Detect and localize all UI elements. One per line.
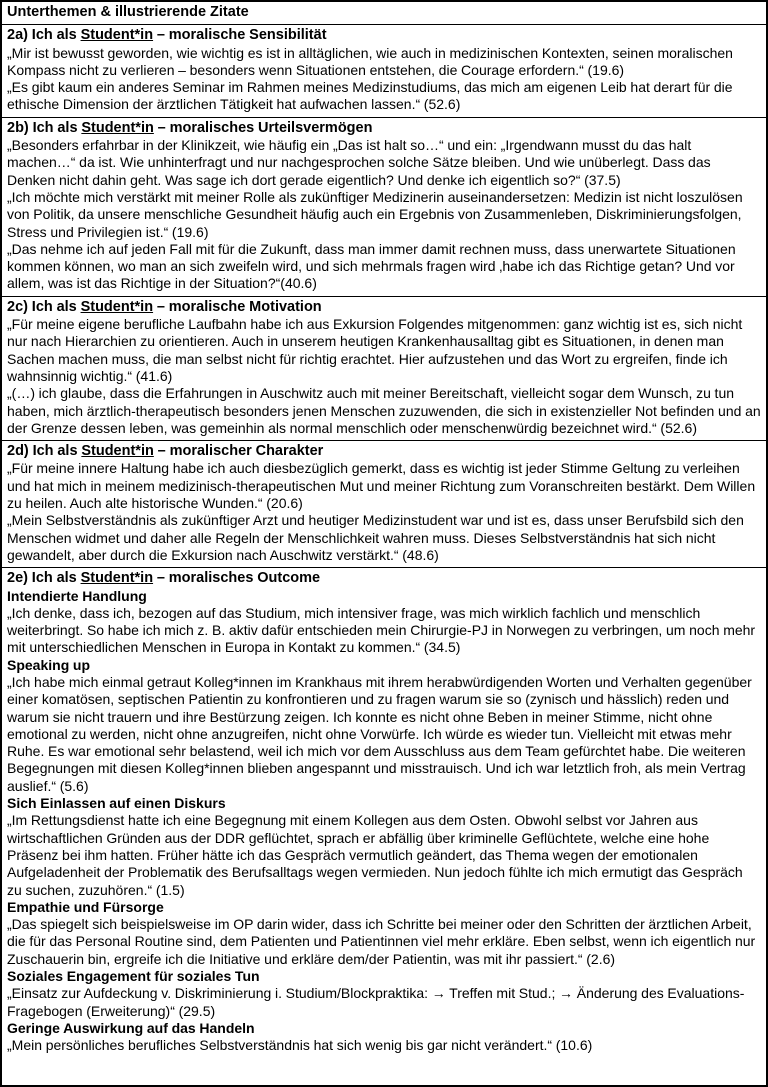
quote-text: „Das nehme ich auf jeden Fall mit für die Zukunft, dass man immer damit rechnen muss, dass unerwartete Situationen kommen können, wo man an sich zweifeln wird, und sich mehrmals fragen wird ‚habe ich das Richtige getan? Und vor allem, was ist das Richtige in der Situation?“(40.6) [7,240,736,292]
section-title-underlined-term: Student*in [80,298,154,315]
section-row-2b [2,117,766,296]
section-title-prefix: 2e) Ich als [7,570,81,587]
section-row-2c [2,296,766,440]
quote-text: „Es gibt kaum ein anderes Seminar im Rahmen meines Medizinstudiums, das mich am eigenen Leib hat derart für die ethische Dimension der ärztlichen Tätigkeit hat aufwachen lassen.“ (52.6) [7,79,733,113]
section-title-suffix: – moralische Sensibilität [153,27,327,44]
section-title-underlined-term: Student*in [81,119,154,136]
section-title-2e [7,570,761,587]
outcome-subheading: Sich Einlassen auf einen Diskurs [7,795,226,812]
section-title-underlined-term: Student*in [80,27,154,44]
quote-text: „Mein persönliches berufliches Selbstverständnis hat sich wenig bis gar nicht verändert.“ (10.6) [7,1037,593,1054]
quote-text: „Ich denke, dass ich, bezogen auf das Studium, mich intensiver frage, was mich wirklich fachlich und menschlich weiterbringt. So habe ich mich z. B. aktiv dafür entschieden mein Chirurgie-PJ in Norwegen zu verbringen, um noch mehr mit unterschiedlichen Menschen in Europa in Kontakt zu kommen.“ (34.5) [7,604,756,656]
section-title-2b [7,120,761,137]
quote-text: „Ich habe mich einmal getraut Kolleg*innen im Krankhaus mit ihrem herabwürdigenden Worten und Verhalten gegenüber einer komatösen, septischen Patientin zu konfrontieren und zu fragen warum sie so (zynisch und hässlich) reden und warum sie nicht trauern und ihre Bestürzung zeigen. Ich konnte es nicht ohne Beben in meiner Stimme, nicht ohne emotional zu werden, nicht ohne anzugreifen, nicht ohne Vorwürfe. Ich würde es wieder tun. Vielleicht mit etwas mehr Ruhe. Es war emotional sehr belastend, weil ich mich vor dem Ausschluss aus dem Team gefürchtet habe. Die weiteren Begegnungen mit diesen Kolleg*innen blieben angespannt und misstrauisch. Und ich war letztlich froh, als mein Vertrag auslief.“ (5.6) [7,673,752,794]
section-title-suffix: – moralisches Urteilsvermögen [153,119,373,136]
section-title-suffix: – moralisches Outcome [153,570,321,587]
section-title-prefix: 2a) Ich als [7,27,81,44]
section-title-2a [7,27,761,44]
quote-text: „Mein Selbstverständnis als zukünftiger Arzt und heutiger Medizinstudent war und ist es, dass unser Berufsbild sich den Menschen widmet und daher alle Regeln der Menschlichkeit wahren muss. Dieses Selbstverständnis hat sich nicht gewandelt, aber durch die Exkursion nach Auschwitz verstärkt.“ (48.6) [7,512,744,563]
quote-text: „(…) ich glaube, dass die Erfahrungen in Auschwitz auch mit meiner Bereitschaft, vielleicht sogar dem Wunsch, zu tun haben, mich ärztlich-therapeutisch besonders jenen Menschen zuzuwenden, die sich in existenzieller Not befinden und an der Grenze dessen leben, was gemeinhin als normal menschlich oder menschenwürdig bezeichnet wird.“ (52.6) [7,385,761,436]
quote-text: „Für meine innere Haltung habe ich auch diesbezüglich gemerkt, dass es wichtig ist jeder Stimme Geltung zu verleihen und hat mich in meinem medizinisch-therapeutischen Mut und meiner Richtung zum Voranschreiten bestärkt. Dem Willen zu heilen. Auch alte historische Wunden.“ (20.6) [7,460,756,512]
section-title-prefix: 2d) Ich als [7,443,82,460]
outcome-subheading: Empathie und Fürsorge [7,898,164,915]
quote-text: „Ich möchte mich verstärkt mit meiner Rolle als zukünftiger Medizinerin auseinandersetzen: Medizin ist nicht loszulösen von Politik, da unsere menschliche Gesundheit häufig auch ein Ergebnis von Zusammenleben, Diskriminierungsfolgen, Stress und Privilegien ist.“ (19.6) [7,188,743,240]
quote-text: „Im Rettungsdienst hatte ich eine Begegnung mit einem Kollegen aus dem Osten. Obwohl selbst vor Jahren aus wirtschaftlichen Gründen aus der DDR geflüchtet, sprach er abfällig über kriminelle Geflüchtete, welche eine hohe Präsenz bei ihm hatten. Früher hätte ich das Gespräch vermutlich geändert, das Thema wegen der emotionalen Aufgeladenheit der Problematik des Berufsalltags wegen vermieden. Nun jedoch fühlte ich mich ermutigt das Gespräch zu suchen, zuzuhören.“ (1.5) [7,812,743,898]
outcome-subheading: Intendierte Handlung [7,587,147,604]
quote-text: „Für meine eigene berufliche Laufbahn habe ich aus Exkursion Folgendes mitgenommen: ganz wichtig ist es, sich nicht nur nach Hierarchien zu orientieren. Auch in unserem heutigen Krankenhausalltag gibt es Situationen, in denen man Sachen machen muss, die man selbst nicht für richtig erachtet. Hier aufzustehen und das Wort zu ergreifen, finde ich wahnsinnig wichtig.“ (41.6) [7,316,743,384]
outcome-subheading: Speaking up [7,656,91,673]
table-header-label: Unterthemen & illustrierende Zitate [7,4,249,20]
quote-text: „Einsatz zur Aufdeckung v. Diskriminierung i. Studium/Blockpraktika: → Treffen mit Stud.; → Änderung des Evaluations-Fragebogen (Erweiterung)“ (29.5) [7,985,745,1019]
section-row-2a [2,24,766,116]
outcome-subheading: Geringe Auswirkung auf das Handeln [7,1019,255,1036]
outcome-subheading: Soziales Engagement für soziales Tun [7,968,260,985]
quote-text: „Mir ist bewusst geworden, wie wichtig es ist in alltäglichen, wie auch in medizinischen Kontexten, seinen moralischen Kompass nicht zu verlieren – besonders wenn Situationen entstehen, die Courage erfordern.“ (19.6) [7,44,733,78]
section-title-2c [7,299,761,316]
quote-text: „Besonders erfahrbar in der Klinikzeit, wie häufig ein „Das ist halt so…“ und ein: „Irgendwann musst du das halt machen…“ da ist. Wie unhinterfragt und nur nachgesprochen solche Sätze bleiben. Und wie unüberlegt. Dass das Denken nicht dahin geht. Was sage ich dort gerade eigentlich? Und denke ich eigentlich so?“ (37.5) [7,137,711,188]
section-row-2e [2,567,766,1085]
section-title-suffix: – moralischer Charakter [153,443,324,460]
section-title-underlined-term: Student*in [80,570,154,587]
table-body [2,24,766,1085]
quote-text: „Das spiegelt sich beispielsweise im OP darin wider, dass ich Schritte bei meiner oder den Schritten der ärztlichen Arbeit, die für das Personal Routine sind, dem Patienten und Patientinnen viel mehr erkläre. Eben selbst, wenn ich eigentlich nur Zuschauerin bin, ergreife ich die Initiative und erkläre dem/der Patientin, was mit ihr passiert.“ (2.6) [7,916,756,967]
table-header-row [2,2,766,24]
section-row-2d [2,440,766,567]
section-title-2d [7,443,761,460]
section-title-prefix: 2b) Ich als [7,119,82,136]
section-title-suffix: – moralische Motivation [153,298,322,315]
section-title-prefix: 2c) Ich als [7,298,81,315]
section-title-underlined-term: Student*in [81,443,154,460]
